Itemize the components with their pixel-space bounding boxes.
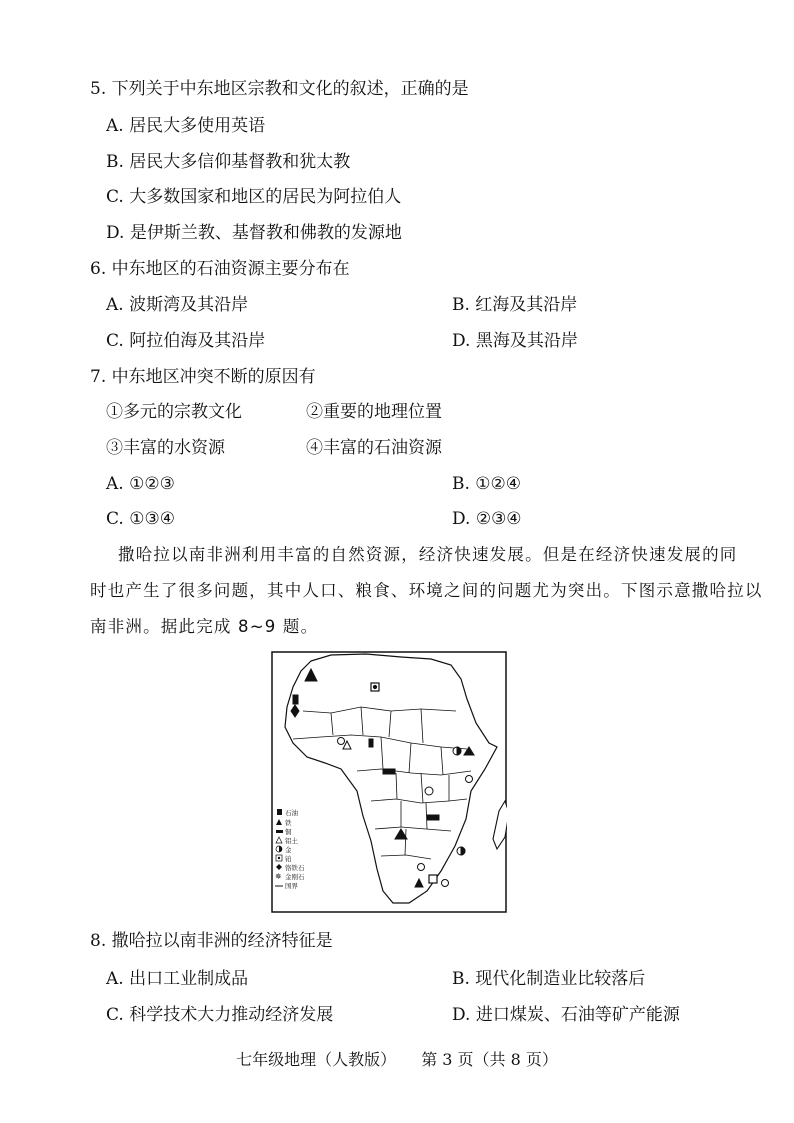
legend-label-8: 国界 xyxy=(285,882,298,890)
passage-line-1: 撒哈拉以南非洲利用丰富的自然资源，经济快速发展。但是在经济快速发展的同 xyxy=(118,545,738,564)
oil-derrick-icon xyxy=(277,809,282,815)
star-burst-icon: ✵ xyxy=(275,872,282,881)
q8-option-d: D. 进口煤炭、石油等矿产能源 xyxy=(452,1005,680,1025)
q7-option-a: A. ①②③ xyxy=(106,474,175,494)
q7-statement-1: ①多元的宗教文化 xyxy=(106,402,242,422)
q8-stem: 8. 撒哈拉以南非洲的经济特征是 xyxy=(90,931,333,951)
q8-option-b: B. 现代化制造业比较落后 xyxy=(452,969,646,989)
q6-option-a: A. 波斯湾及其沿岸 xyxy=(106,295,249,315)
legend-label-7: 金刚石 xyxy=(285,873,305,881)
passage-line-3: 南非洲。据此完成 8~9 题。 xyxy=(90,617,319,636)
q7-stem: 7. 中东地区冲突不断的原因有 xyxy=(90,367,316,387)
legend-label-2: 铜 xyxy=(285,828,292,836)
q5-stem: 5. 下列关于中东地区宗教和文化的叙述，正确的是 xyxy=(90,79,469,99)
copper-symbol xyxy=(383,769,395,774)
legend-label-1: 铁 xyxy=(285,819,292,827)
q6-option-b: B. 红海及其沿岸 xyxy=(452,295,578,315)
q7-statement-4: ④丰富的石油资源 xyxy=(306,438,442,458)
legend-label-3: 铝土 xyxy=(285,837,298,845)
legend-label-4: 金 xyxy=(285,846,292,854)
q8-option-c: C. 科学技术大力推动经济发展 xyxy=(106,1005,334,1025)
oil-symbol xyxy=(369,739,373,747)
q7-statement-2: ②重要的地理位置 xyxy=(306,402,442,422)
q7-statement-3: ③丰富的水资源 xyxy=(106,438,225,458)
diamond-symbol xyxy=(338,738,345,745)
legend-label-0: 石油 xyxy=(285,809,298,817)
q6-option-c: C. 阿拉伯海及其沿岸 xyxy=(106,331,266,351)
q5-option-a: A. 居民大多使用英语 xyxy=(106,116,266,136)
q5-option-d: D. 是伊斯兰教、基督教和佛教的发源地 xyxy=(106,223,402,243)
q5-option-c: C. 大多数国家和地区的居民为阿拉伯人 xyxy=(106,187,402,207)
q5-option-b: B. 居民大多信仰基督教和犹太教 xyxy=(106,152,351,172)
q7-option-c: C. ①③④ xyxy=(106,509,175,529)
bar-filled-icon xyxy=(276,830,283,833)
legend-label-5: 铂 xyxy=(285,855,292,863)
q6-option-d: D. 黑海及其沿岸 xyxy=(452,331,578,351)
africa-resource-map xyxy=(271,651,507,913)
q7-option-d: D. ②③④ xyxy=(452,509,522,529)
q7-option-b: B. ①②④ xyxy=(452,474,522,494)
page-footer xyxy=(0,1047,794,1070)
footer-subject: 七年级地理（人教版） xyxy=(236,1050,397,1069)
q8-option-a: A. 出口工业制成品 xyxy=(106,969,249,989)
oil-symbol xyxy=(293,695,298,704)
passage-line-2: 时也产生了很多问题，其中人口、粮食、环境之间的问题尤为突出。下图示意撒哈拉以 xyxy=(90,581,763,600)
q6-stem: 6. 中东地区的石油资源主要分布在 xyxy=(90,259,350,279)
legend-label-6: 铬铁石 xyxy=(285,864,305,872)
footer-page-number: 第 3 页（共 8 页） xyxy=(421,1050,558,1069)
